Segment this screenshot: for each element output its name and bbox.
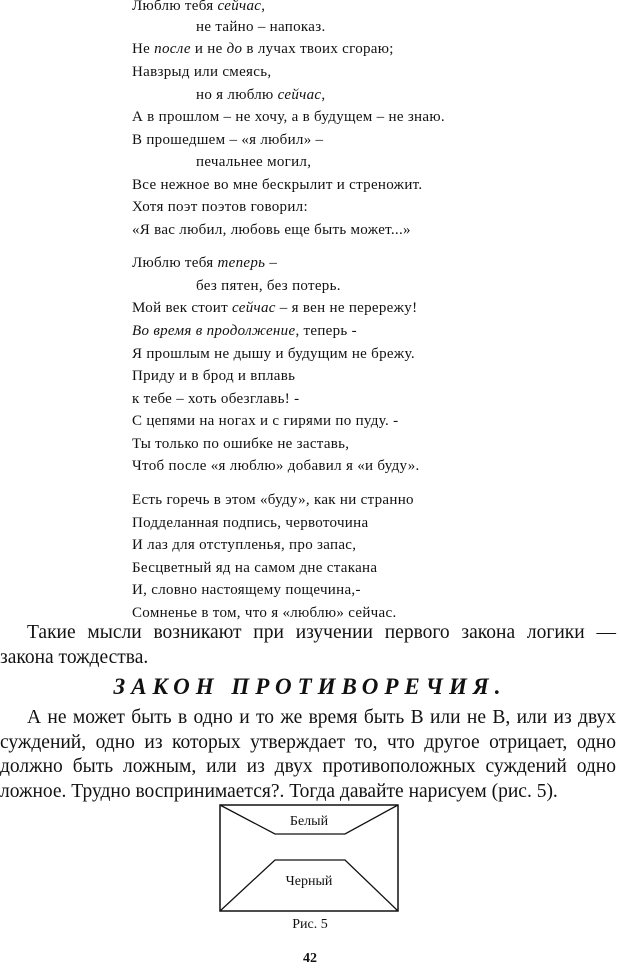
poem-line: В прошедшем – «я любил» – xyxy=(132,132,324,148)
poem-line: Есть горечь в этом «буду», как ни странно xyxy=(132,492,414,508)
poem-line: Приду и в брод и вплавь xyxy=(132,368,296,384)
poem-line: С цепями на ногах и с гирями по пуду. - xyxy=(132,413,399,429)
poem-line: Бесцветный яд на самом дне стакана xyxy=(132,560,378,576)
poem-line: печальнее могил, xyxy=(196,154,312,170)
poem-line: И, словно настоящему пощечина,- xyxy=(132,582,361,598)
poem-line: Навзрыд или смеясь, xyxy=(132,64,272,80)
paragraph-contradiction-law xyxy=(0,706,616,804)
poem-line: Все нежное во мне бескрылит и стреножит. xyxy=(132,177,423,193)
poem-line: Во время в продолжение, теперь - xyxy=(132,323,357,339)
paragraph-identity-law xyxy=(0,621,616,670)
section-heading: ЗАКОН ПРОТИВОРЕЧИЯ. xyxy=(113,674,507,699)
poem-line: Ты только по ошибке не заставь, xyxy=(132,436,350,452)
label-black: Черный xyxy=(285,874,333,889)
poem-line: Люблю тебя теперь – xyxy=(132,255,278,271)
poem-line: Люблю тебя сейчас, xyxy=(132,0,266,14)
poem-line: не тайно – напоказ. xyxy=(196,19,326,35)
figure-caption: Рис. 5 xyxy=(292,917,328,932)
poem-line: А в прошлом – не хочу, а в будущем – не знаю. xyxy=(132,109,445,125)
figure-envelope-diagram xyxy=(219,804,399,912)
paragraph-text: А не может быть в одно и то же время быть В или не В, или из двух суждений, одно из которых утверждает то, что другое отрицает, одно должно быть ложным, или из двух противоположных суждений одно ложное. Трудно воспринимается?. Тогда давайте нарисуем (рис. 5). xyxy=(0,707,616,802)
label-white: Белый xyxy=(289,814,329,829)
poem-line: Чтоб после «я люблю» добавил я «и буду». xyxy=(132,458,420,474)
paragraph-text: Такие мысли возникают при изучении первого закона логики — закона тождества. xyxy=(0,622,616,668)
poem-line: Я прошлым не дышу и будущим не брежу. xyxy=(132,346,415,362)
poem-line: Хотя поэт поэтов говорил: xyxy=(132,199,308,215)
poem-line: но я люблю сейчас, xyxy=(196,87,326,103)
poem-line: Мой век стоит сейчас – я вен не перережу! xyxy=(132,300,418,316)
poem-line: Сомненье в том, что я «люблю» сейчас. xyxy=(132,605,397,621)
poem-line: И лаз для отступленья, про запас, xyxy=(132,537,357,553)
poem-line: к тебе – хоть обезглавь! - xyxy=(132,391,300,407)
page-number: 42 xyxy=(303,951,317,966)
poem-line: без пятен, без потерь. xyxy=(196,278,341,294)
poem-line: «Я вас любил, любовь еще быть может...» xyxy=(132,222,411,238)
poem-line: Подделанная подпись, червоточина xyxy=(132,515,369,531)
poem-line: Не после и не до в лучах твоих сгораю; xyxy=(132,41,394,57)
